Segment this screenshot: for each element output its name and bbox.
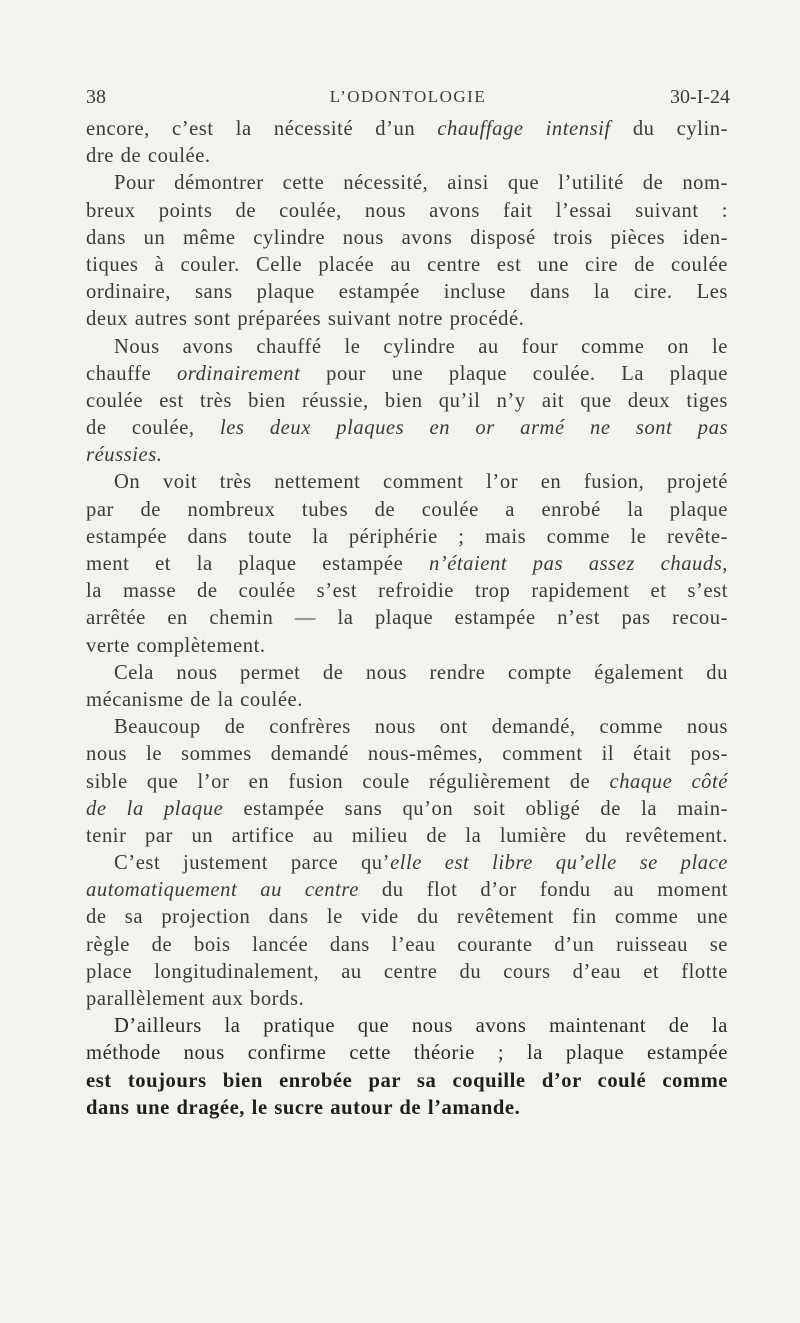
text-line [86, 524, 728, 551]
text-run: parallèlement aux bords. [86, 988, 305, 1010]
text-run: arrêtée en chemin — la plaque estampée n’est pas recou- [86, 607, 728, 630]
text-line [86, 415, 728, 442]
text-run: dans un même cylindre nous avons disposé trois pièces iden- [86, 226, 728, 249]
italic-text: de la plaque [86, 797, 224, 820]
italic-text: ordinairement [176, 362, 301, 385]
text-run: du cylin- [610, 118, 728, 140]
text-line [86, 1068, 728, 1095]
text-run: On voit très nettement comment l’or en fusion, projeté [114, 471, 728, 494]
italic-text: les deux plaques en or armé ne sont pas [219, 417, 729, 440]
text-line [86, 904, 728, 931]
text-line [86, 714, 728, 741]
text-run: place longitudinalement, au centre du cours d’eau et flotte [86, 960, 728, 983]
text-run: D’ailleurs la pratique que nous avons maintenant de la [114, 1015, 728, 1038]
text-line [86, 279, 728, 306]
article-body [86, 116, 728, 1122]
italic-text: elle est libre qu’elle se place [390, 852, 729, 875]
text-run: méthode nous confirme cette théorie ; la plaque estampée [86, 1042, 728, 1065]
text-line [86, 116, 728, 143]
text-run: chauffe [86, 362, 177, 385]
text-line [86, 986, 728, 1013]
text-run: estampée dans toute la périphérie ; mais comme le revête- [86, 525, 728, 548]
issue-date: 30-I-24 [670, 86, 730, 108]
text-run: C’est justement parce qu’ [114, 852, 391, 875]
italic-text: chauffage intensif [437, 118, 611, 140]
text-line [86, 469, 728, 496]
text-line [86, 633, 728, 660]
journal-title: L’ODONTOLOGIE [329, 87, 487, 106]
text-run: dans une dragée, le sucre autour de l’amande. [86, 1096, 521, 1119]
text-run: dre de coulée. [86, 145, 211, 168]
text-run: mécanisme de la coulée. [86, 688, 303, 711]
text-line [86, 225, 728, 252]
text-line [86, 741, 728, 768]
text-run: breux points de coulée, nous avons fait l’essai suivant : [86, 199, 728, 222]
text-line [86, 578, 728, 605]
text-run: verte complètement. [86, 634, 266, 657]
text-run: coulée est très bien réussie, bien qu’il n’y ait que deux tiges [86, 389, 728, 412]
text-run: nous le sommes demandé nous-mêmes, comment il était pos- [86, 743, 728, 766]
italic-text: n’étaient pas assez chauds, [428, 553, 728, 575]
text-run: la masse de coulée s’est refroidie trop rapidement et s’est [86, 580, 728, 603]
text-run: pour une plaque coulée. La plaque [300, 362, 728, 385]
italic-text: automatiquement au centre [86, 879, 359, 902]
text-line [86, 497, 728, 524]
italic-text: réussies. [86, 444, 163, 467]
text-line [86, 769, 728, 796]
text-line [86, 605, 728, 632]
text-run: estampée sans qu’on soit obligé de la main- [223, 797, 728, 820]
text-run: Cela nous permet de nous rendre compte également du [114, 661, 728, 684]
text-run: par de nombreux tubes de coulée a enrobé la plaque [86, 498, 728, 521]
text-run: du flot d’or fondu au moment [358, 879, 728, 902]
text-line [86, 796, 728, 823]
text-line [86, 361, 728, 388]
text-line [86, 551, 728, 578]
text-run: ordinaire, sans plaque estampée incluse dans la cire. Les [86, 281, 728, 304]
text-line [86, 334, 728, 361]
text-run: Pour démontrer cette nécessité, ainsi que l’utilité de nom- [114, 172, 728, 195]
text-line [86, 198, 728, 225]
text-run: deux autres sont préparées suivant notre procédé. [86, 308, 525, 331]
text-run: Beaucoup de confrères nous ont demandé, comme nous [114, 716, 728, 739]
text-run: encore, c’est la nécessité d’un [86, 118, 438, 140]
text-run: Nous avons chauffé le cylindre au four comme on le [114, 335, 728, 358]
text-line [86, 959, 728, 986]
text-run: tenir par un artifice au milieu de la lumière du revêtement. [86, 824, 728, 847]
text-run: de sa projection dans le vide du revêtement fin comme une [86, 906, 728, 929]
text-line [86, 388, 728, 415]
text-line [86, 442, 728, 469]
text-run: ment et la plaque estampée [86, 553, 429, 575]
text-line [86, 252, 728, 279]
text-run: sible que l’or en fusion coule régulièrement de [86, 770, 610, 793]
text-line [86, 1040, 728, 1067]
page-number: 38 [86, 86, 106, 108]
running-header [86, 86, 730, 112]
text-line [86, 306, 728, 333]
text-line [86, 850, 728, 877]
text-line [86, 687, 728, 714]
text-line [86, 823, 728, 850]
text-line [86, 170, 728, 197]
text-line [86, 932, 728, 959]
text-run: tiques à couler. Celle placée au centre est une cire de coulée [86, 253, 728, 276]
text-run: est toujours bien enrobée par sa coquille d’or coulé comme [86, 1069, 728, 1092]
text-line [86, 660, 728, 687]
text-line [86, 877, 728, 904]
text-line [86, 143, 728, 170]
text-line [86, 1095, 728, 1122]
italic-text: chaque côté [609, 770, 728, 793]
text-run: règle de bois lancée dans l’eau courante d’un ruisseau se [86, 933, 728, 956]
text-line [86, 1013, 728, 1040]
text-run: de coulée, [86, 417, 220, 440]
